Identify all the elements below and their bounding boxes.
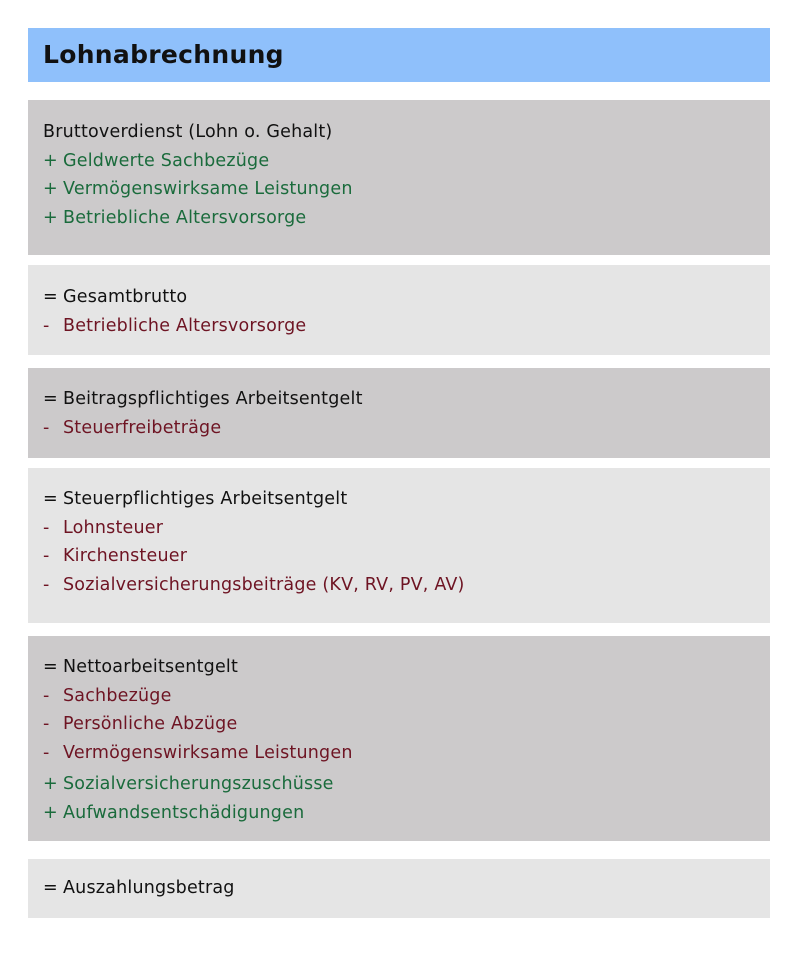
list-item: + Geldwerte Sachbezüge — [43, 150, 270, 171]
list-item: - Steuerfreibeträge — [43, 417, 222, 438]
list-item: + Vermögenswirksame Leistungen — [43, 179, 353, 199]
list-item: - Lohnsteuer — [43, 517, 164, 538]
section-beitragspflichtiges-arbeitsentgelt — [28, 368, 770, 458]
list-item: + Betriebliche Altersvorsorge — [43, 207, 307, 228]
section-bruttoverdienst — [28, 100, 770, 255]
list-item: - Vermögenswirksame Leistungen — [43, 742, 353, 763]
title-banner — [28, 28, 770, 82]
section-heading: = Nettoarbeitsentgelt — [43, 657, 239, 677]
list-item: + Sozialversicherungszuschüsse — [43, 774, 334, 794]
page-title: Lohnabrechnung — [43, 40, 284, 69]
section-auszahlungsbetrag — [28, 859, 770, 918]
section-heading: = Steuerpflichtiges Arbeitsentgelt — [43, 489, 348, 509]
section-heading: = Auszahlungsbetrag — [43, 878, 235, 898]
section-heading: = Gesamtbrutto — [43, 287, 188, 307]
section-gesamtbrutto — [28, 265, 770, 355]
section-nettoarbeitsentgelt — [28, 636, 770, 841]
list-item: - Persönliche Abzüge — [43, 714, 238, 734]
list-item: - Kirchensteuer — [43, 546, 188, 566]
list-item: + Aufwandsentschädigungen — [43, 802, 305, 823]
section-heading: = Beitragspflichtiges Arbeitsentgelt — [43, 389, 363, 409]
section-steuerpflichtiges-arbeitsentgelt — [28, 468, 770, 623]
section-heading: Bruttoverdienst (Lohn o. Gehalt) — [43, 122, 333, 142]
list-item: - Betriebliche Altersvorsorge — [43, 315, 307, 336]
list-item: - Sachbezüge — [43, 685, 172, 706]
list-item: - Sozialversicherungsbeiträge (KV, RV, PV, AV) — [43, 574, 465, 595]
